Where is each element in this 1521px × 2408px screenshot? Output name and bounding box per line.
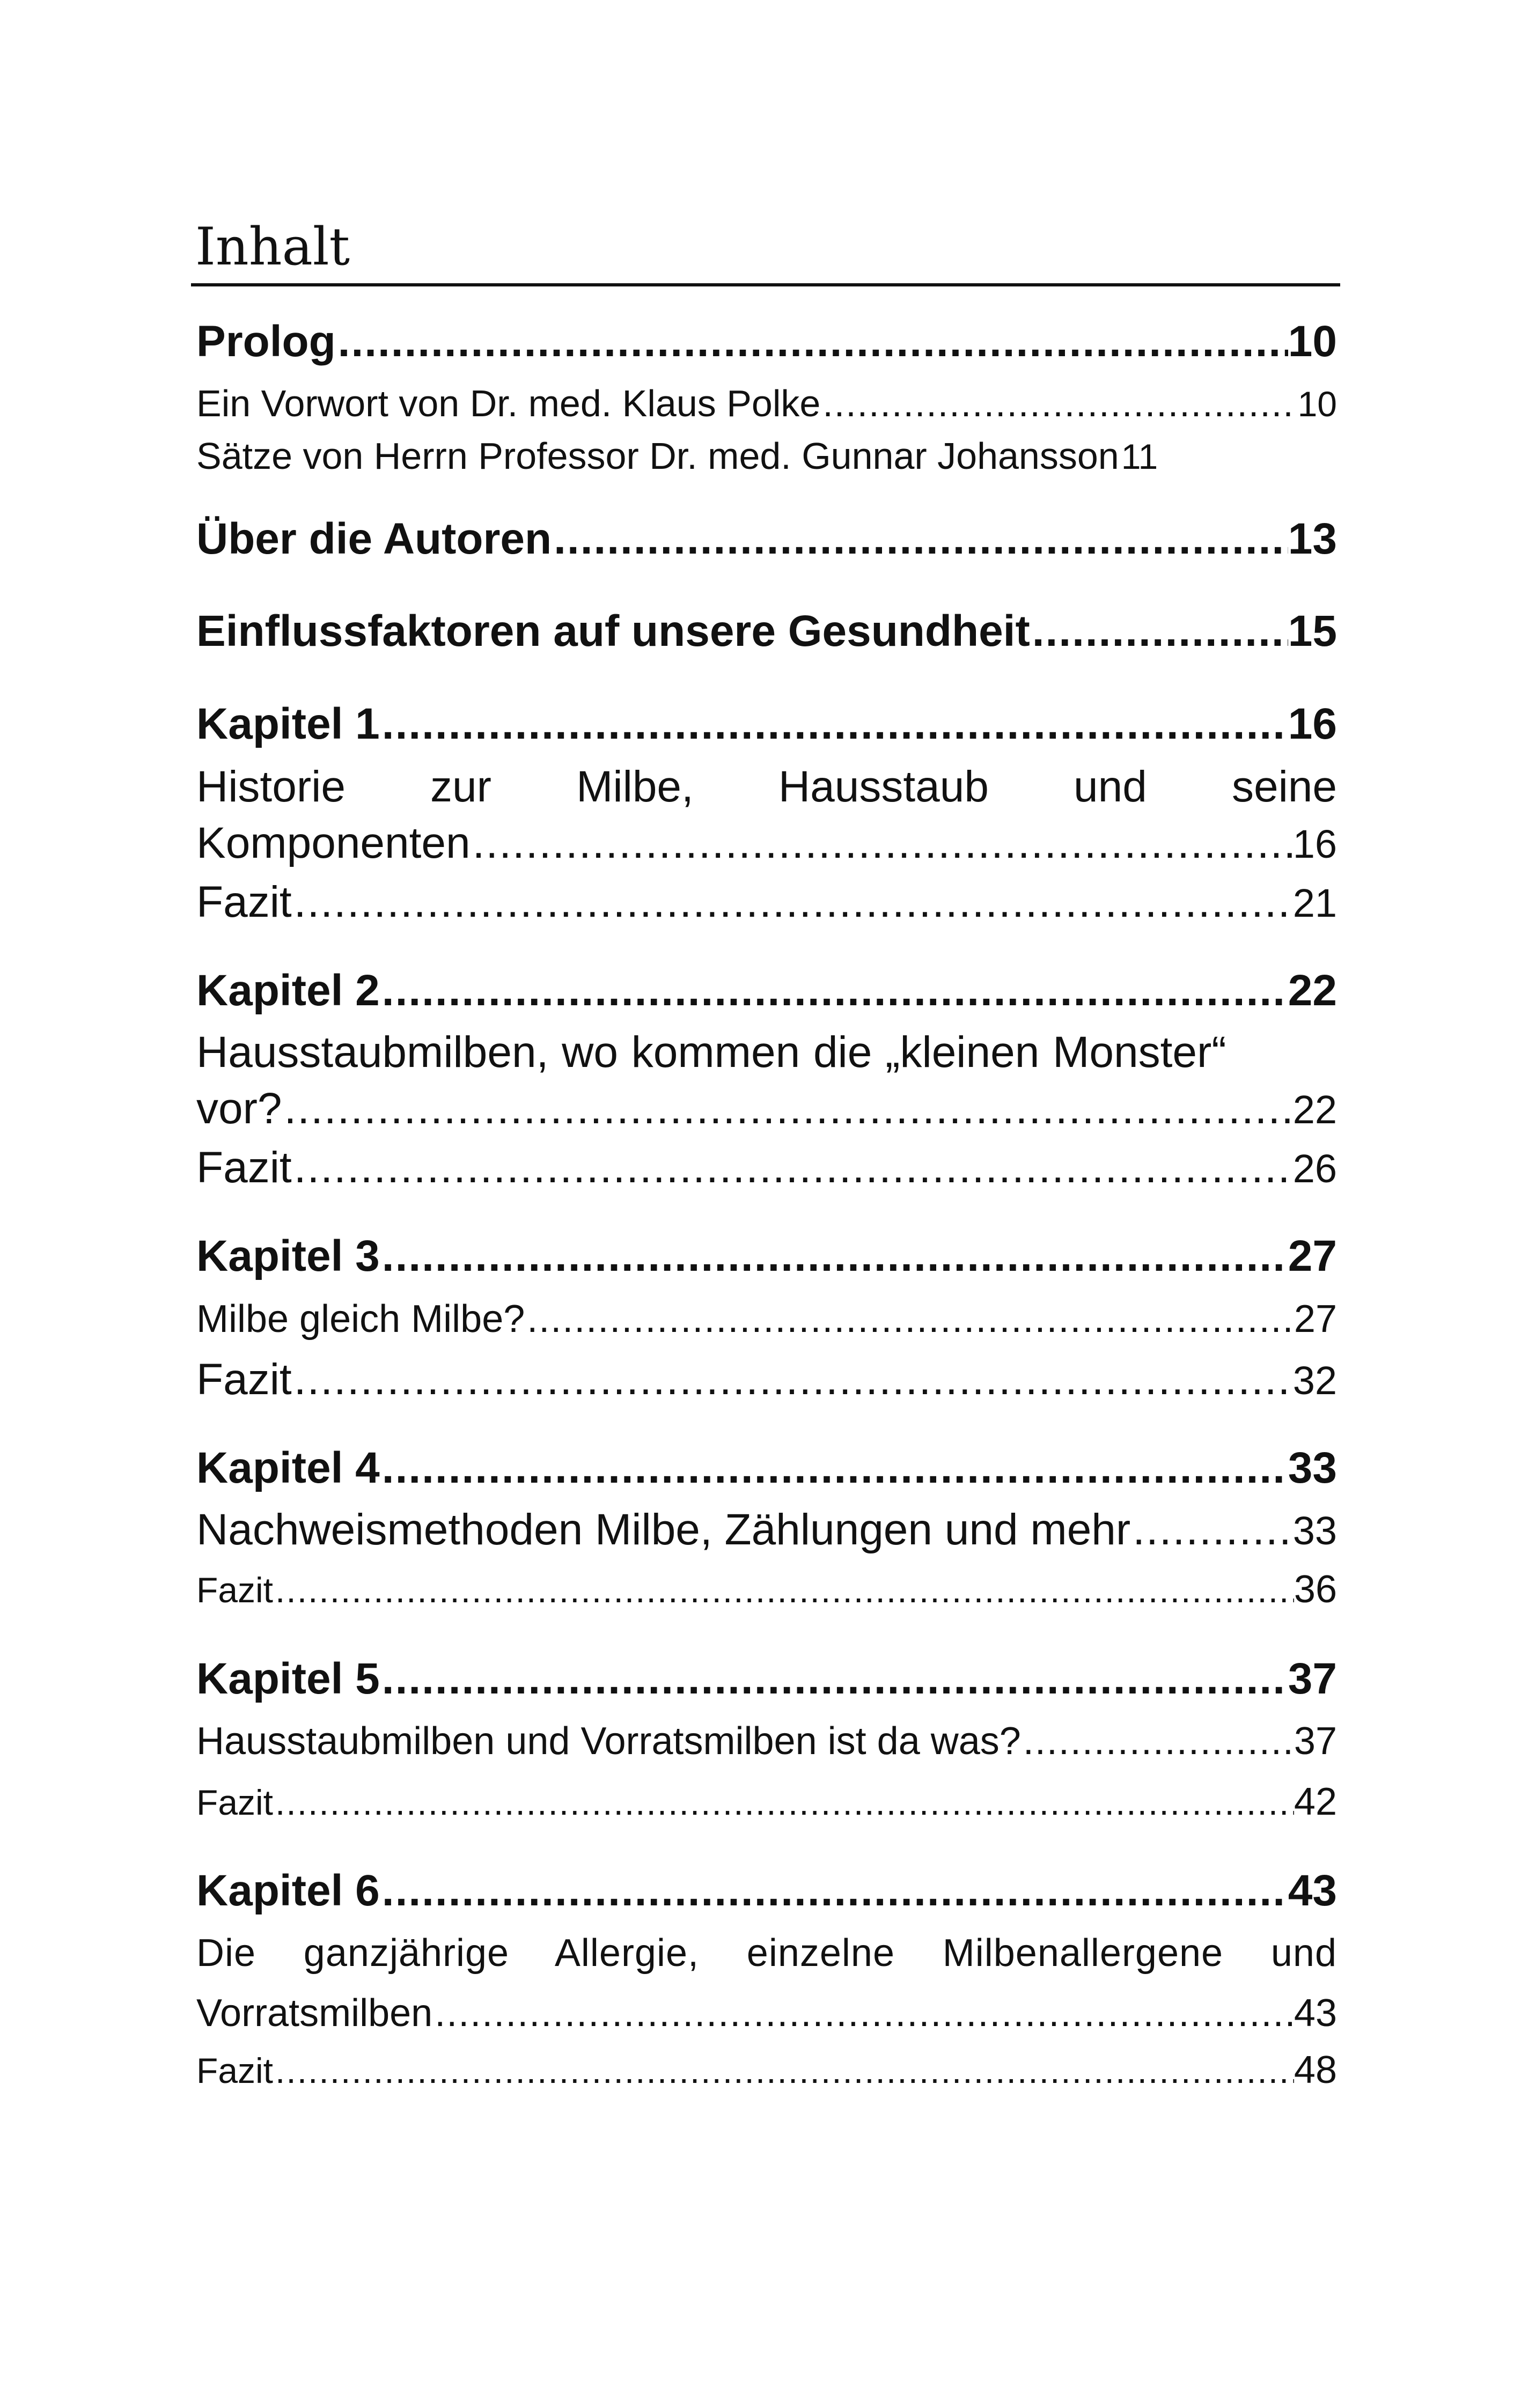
- entry-page: 33: [1292, 1508, 1337, 1553]
- entry-title: Sätze von Herrn Professor Dr. med. Gunnar Johansson: [196, 435, 1119, 477]
- leader-dots: [471, 818, 1293, 868]
- entry-title: Kapitel 6: [196, 1866, 380, 1915]
- leader-dots: [273, 1570, 1294, 1610]
- entry-title: Fazit: [196, 1570, 274, 1610]
- entry-title: Über die Autoren: [196, 514, 552, 563]
- entry-page: 22: [1288, 966, 1337, 1015]
- entry-title: Ein Vorwort von Dr. med. Klaus Polke: [196, 382, 821, 424]
- entry-page: 11: [1121, 437, 1158, 476]
- leader-dots: [432, 1991, 1294, 2035]
- toc-entry-saetze[interactable]: [196, 435, 1337, 477]
- entry-page: 37: [1294, 1720, 1337, 1763]
- leader-dots: [282, 1084, 1293, 1134]
- entry-page: 22: [1292, 1087, 1337, 1132]
- entry-title: vor?: [196, 1084, 282, 1133]
- toc-entry-kapitel-4[interactable]: [196, 1443, 1337, 1493]
- leader-dots: [292, 1143, 1293, 1193]
- entry-page: 10: [1288, 317, 1337, 366]
- entry-title: Nachweismethoden Milbe, Zählungen und mehr: [196, 1505, 1131, 1554]
- leader-dots: [336, 316, 1288, 367]
- entry-page: 36: [1294, 1568, 1337, 1611]
- toc-entry-prolog[interactable]: [196, 316, 1337, 367]
- leader-dots: [820, 382, 1297, 425]
- toc-entry-kapitel-2[interactable]: [196, 966, 1337, 1016]
- entry-page: 16: [1292, 822, 1337, 866]
- toc-entry-k1-fazit[interactable]: [196, 877, 1337, 927]
- entry-page: 16: [1288, 699, 1337, 748]
- toc-entry-einfluss[interactable]: [196, 606, 1337, 657]
- toc-entry-k3-fazit[interactable]: [196, 1354, 1337, 1405]
- entry-title: Kapitel 1: [196, 699, 380, 748]
- entry-title: Fazit: [196, 2051, 274, 2090]
- entry-page: 15: [1288, 607, 1337, 656]
- leader-dots: [380, 966, 1288, 1016]
- entry-title: Prolog: [196, 317, 336, 366]
- toc-entry-k2-fazit[interactable]: [196, 1143, 1337, 1193]
- toc-entry-k4-fazit[interactable]: [196, 1567, 1337, 1611]
- entry-page: 13: [1288, 514, 1337, 563]
- leader-dots: [552, 514, 1288, 564]
- entry-page: 32: [1292, 1358, 1337, 1403]
- entry-page: 48: [1294, 2049, 1337, 2092]
- entry-title: Vorratsmilben: [196, 1992, 433, 2035]
- toc-entry-k6-sub1-line1[interactable]: Die ganzjährige Allergie, einzelne Milbenallergene und: [196, 1932, 1337, 1975]
- leader-dots: [380, 1231, 1288, 1282]
- leader-dots: [292, 877, 1293, 927]
- entry-page: 26: [1292, 1146, 1337, 1191]
- leader-dots: [1021, 1719, 1294, 1763]
- entry-title: Kapitel 2: [196, 966, 380, 1015]
- toc-entry-autoren[interactable]: [196, 514, 1337, 564]
- toc-entry-kapitel-6[interactable]: [196, 1866, 1337, 1916]
- entry-title: Milbe gleich Milbe?: [196, 1298, 525, 1341]
- entry-page: 43: [1288, 1866, 1337, 1915]
- leader-dots: [1030, 606, 1288, 657]
- entry-page: 33: [1288, 1444, 1337, 1492]
- leader-dots: [380, 1866, 1288, 1916]
- entry-page: 27: [1288, 1232, 1337, 1280]
- leader-dots: [380, 1443, 1288, 1493]
- toc-entry-k4-sub1[interactable]: [196, 1505, 1337, 1555]
- toc-entry-kapitel-1[interactable]: [196, 699, 1337, 749]
- leader-dots: [380, 699, 1288, 749]
- entry-title: Kapitel 3: [196, 1232, 380, 1280]
- entry-title: Hausstaubmilben und Vorratsmilben ist da was?: [196, 1720, 1021, 1763]
- heading-rule: [191, 283, 1340, 286]
- entry-page: 27: [1294, 1298, 1337, 1341]
- toc-entry-k1-sub1-line1[interactable]: Historie zur Milbe, Hausstaub und seine: [196, 762, 1337, 811]
- entry-title: Fazit: [196, 1143, 292, 1192]
- entry-page: 21: [1292, 881, 1337, 925]
- leader-dots: [273, 2050, 1294, 2091]
- entry-page: 10: [1297, 384, 1337, 424]
- entry-title: Kapitel 4: [196, 1444, 380, 1492]
- toc-entry-k1-sub1[interactable]: [196, 818, 1337, 868]
- leader-dots: [380, 1654, 1288, 1704]
- toc-entry-k2-sub1-line1[interactable]: Hausstaubmilben, wo kommen die „kleinen Monster“: [196, 1028, 1226, 1077]
- entry-title: Komponenten: [196, 819, 471, 867]
- entry-title: Fazit: [196, 1355, 292, 1404]
- leader-dots: [292, 1354, 1293, 1405]
- entry-title: Kapitel 5: [196, 1654, 380, 1703]
- leader-dots: [525, 1297, 1294, 1341]
- entry-title: Einflussfaktoren auf unsere Gesundheit: [196, 607, 1030, 656]
- toc-entry-kapitel-5[interactable]: [196, 1654, 1337, 1704]
- toc-heading: Inhalt: [195, 217, 350, 277]
- toc-entry-kapitel-3[interactable]: [196, 1231, 1337, 1282]
- entry-page: 37: [1288, 1654, 1337, 1703]
- entry-title: Fazit: [196, 878, 292, 926]
- entry-title: Fazit: [196, 1783, 274, 1822]
- toc-entry-k6-fazit[interactable]: [196, 2048, 1337, 2092]
- leader-dots: [273, 1782, 1294, 1823]
- toc-entry-k2-sub1[interactable]: [196, 1084, 1337, 1134]
- entry-page: 43: [1294, 1992, 1337, 2035]
- entry-page: 42: [1294, 1780, 1337, 1823]
- leader-dots: [1130, 1505, 1292, 1555]
- toc-entry-vorwort[interactable]: [196, 382, 1337, 425]
- toc-entry-k5-fazit[interactable]: [196, 1780, 1337, 1824]
- toc-entry-k6-sub1[interactable]: [196, 1991, 1337, 2035]
- toc-entry-k5-sub1[interactable]: [196, 1719, 1337, 1763]
- toc-entry-k3-sub1[interactable]: [196, 1297, 1337, 1341]
